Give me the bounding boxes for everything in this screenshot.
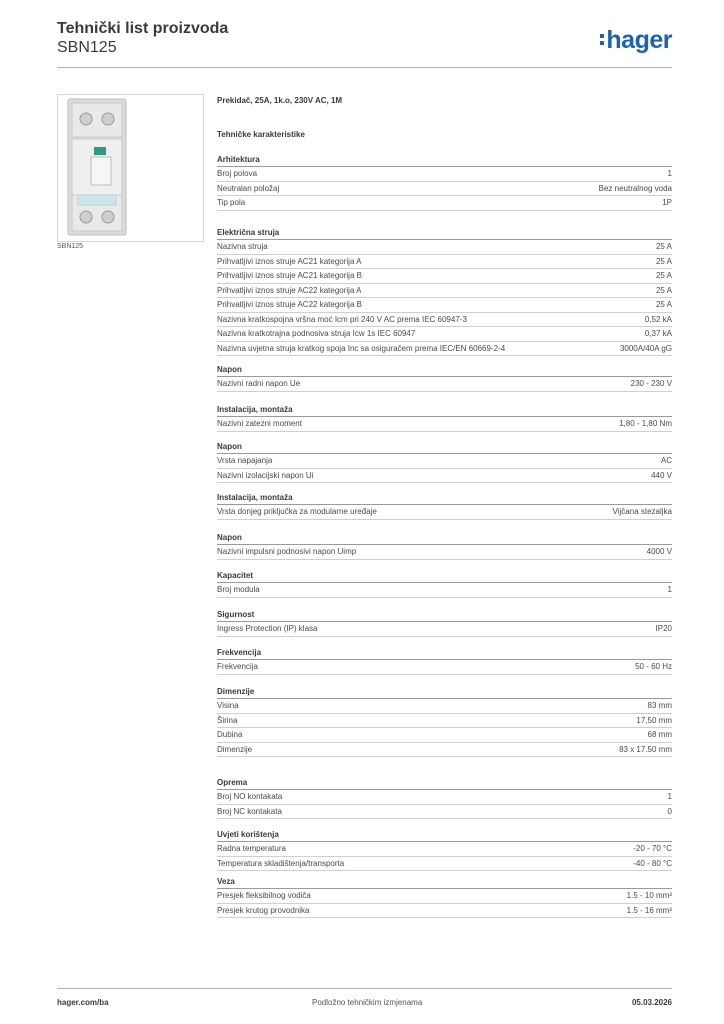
spec-label: Radna temperatura	[217, 844, 286, 853]
spec-label: Nazivna struja	[217, 242, 268, 251]
spec-group	[217, 876, 672, 918]
spec-row	[217, 842, 672, 857]
spec-label: Nazivna kratkospojna vršna moć Icm pri 240 V AC prema IEC 60947-3	[217, 314, 467, 324]
logo-text: hager	[606, 26, 672, 54]
spec-row	[217, 327, 672, 342]
spec-value: 1P	[662, 198, 672, 207]
spec-value: 230 - 230 V	[630, 379, 672, 388]
spec-row	[217, 377, 672, 392]
spec-group	[217, 364, 672, 392]
spec-label: Prihvatljivi iznos struje AC22 kategorija B	[217, 300, 362, 309]
spec-row	[217, 743, 672, 758]
spec-row	[217, 904, 672, 919]
spec-row	[217, 182, 672, 197]
spec-row	[217, 469, 672, 484]
spec-value: 440 V	[651, 470, 672, 480]
spec-value: 83 x 17.50 mm	[619, 744, 672, 754]
spec-group-title: Uvjeti korištenja	[217, 829, 672, 842]
spec-label: Broj polova	[217, 169, 258, 178]
spec-row	[217, 342, 672, 357]
spec-label: Presjek fleksibilnog vodiča	[217, 891, 311, 900]
spec-value: AC	[660, 456, 672, 465]
spec-label: Vrsta donjeg priključka za modularne uređaje	[217, 507, 377, 516]
spec-label: Nazivni zatezni moment	[217, 419, 302, 428]
spec-row	[217, 790, 672, 805]
spec-value: 1.5 - 10 mm²	[626, 891, 672, 900]
spec-value: 17,50 mm	[636, 715, 672, 725]
spec-label: Nazivni impulsni podnosivi napon Uimp	[217, 547, 357, 556]
spec-group-title: Dimenzije	[217, 686, 672, 699]
spec-row	[217, 699, 672, 714]
spec-value: -40 - 80 °C	[633, 858, 672, 868]
spec-row	[217, 298, 672, 313]
product-image	[57, 94, 204, 242]
spec-value: 25 A	[655, 285, 672, 295]
header-divider	[57, 67, 672, 68]
document-title: Tehnički list proizvoda	[57, 20, 229, 37]
spec-label: Broj NO kontakata	[217, 792, 283, 801]
spec-label: Dimenzije	[217, 744, 253, 754]
spec-label: Nazivni radni napon Ue	[217, 379, 301, 388]
footer-divider	[57, 988, 672, 989]
spec-group-title: Veza	[217, 876, 672, 889]
section-title: Tehničke karakteristike	[217, 130, 305, 139]
spec-group	[217, 532, 672, 560]
spec-group-title: Sigurnost	[217, 609, 672, 622]
spec-value: 0	[667, 806, 672, 816]
spec-group	[217, 441, 672, 483]
spec-group	[217, 570, 672, 598]
spec-value: Bez neutralnog voda	[598, 183, 672, 193]
logo-dots-icon	[600, 31, 604, 48]
spec-group	[217, 492, 672, 520]
spec-value: 25 A	[655, 242, 672, 251]
spec-label: Temperatura skladištenja/transporta	[217, 858, 345, 868]
spec-value: 83 mm	[647, 701, 672, 710]
spec-group-title: Napon	[217, 441, 672, 454]
spec-group-title: Arhitektura	[217, 154, 672, 167]
spec-value: IP20	[655, 624, 672, 633]
spec-label: Visina	[217, 701, 239, 710]
spec-label: Frekvencija	[217, 662, 258, 671]
spec-label: Prihvatljivi iznos struje AC21 kategorija B	[217, 271, 362, 280]
spec-group	[217, 829, 672, 871]
page-header	[57, 20, 672, 70]
spec-value: Vijčana stezaljka	[612, 507, 672, 516]
spec-value: 25 A	[655, 256, 672, 266]
spec-group-title: Instalacija, montaža	[217, 404, 672, 417]
circuit-breaker-illustration	[58, 95, 203, 241]
spec-label: Nazivna uvjetna struja kratkog spoja Inc sa osiguračem prema IEC/EN 60669-2-4	[217, 343, 506, 353]
spec-row	[217, 714, 672, 729]
spec-group	[217, 404, 672, 432]
spec-group-title: Instalacija, montaža	[217, 492, 672, 505]
spec-value: 50 - 60 Hz	[635, 662, 672, 671]
spec-value: 3000A/40A gG	[619, 343, 672, 353]
spec-row	[217, 583, 672, 598]
spec-value: 25 A	[655, 300, 672, 309]
spec-row	[217, 454, 672, 469]
spec-label: Ingress Protection (IP) klasa	[217, 624, 318, 633]
footer-note: Podložno tehničkim izmjenama	[312, 998, 423, 1007]
footer-date: 05.03.2026	[631, 998, 672, 1007]
spec-label: Prihvatljivi iznos struje AC22 kategorija A	[217, 285, 362, 295]
spec-value: 1	[667, 169, 672, 178]
product-code: SBN125	[57, 39, 117, 56]
spec-row	[217, 196, 672, 211]
spec-label: Dubina	[217, 730, 243, 739]
spec-group-title: Oprema	[217, 777, 672, 790]
spec-value: 1	[667, 792, 672, 801]
spec-value: 4000 V	[646, 547, 672, 556]
spec-row	[217, 805, 672, 820]
spec-row	[217, 284, 672, 299]
spec-group-title: Frekvencija	[217, 647, 672, 660]
spec-row	[217, 240, 672, 255]
spec-label: Neutralan položaj	[217, 183, 280, 193]
spec-row	[217, 889, 672, 904]
spec-row	[217, 167, 672, 182]
spec-label: Prihvatljivi iznos struje AC21 kategorija A	[217, 256, 362, 266]
spec-group	[217, 777, 672, 819]
spec-group-title: Kapacitet	[217, 570, 672, 583]
spec-row	[217, 545, 672, 560]
spec-row	[217, 622, 672, 637]
spec-value: 1	[667, 585, 672, 594]
footer-website: hager.com/ba	[57, 998, 109, 1007]
spec-row	[217, 728, 672, 743]
spec-group	[217, 647, 672, 675]
spec-value: 0,37 kA	[644, 329, 672, 338]
spec-group-title: Električna struja	[217, 227, 672, 240]
spec-value: -20 - 70 °C	[633, 844, 672, 853]
spec-value: 25 A	[655, 271, 672, 280]
spec-row	[217, 313, 672, 328]
spec-label: Tip pola	[217, 198, 246, 207]
spec-row	[217, 660, 672, 675]
spec-value: 1.5 - 16 mm²	[626, 905, 672, 915]
image-caption: SBN125	[57, 243, 84, 250]
spec-label: Broj NC kontakata	[217, 806, 282, 816]
spec-group	[217, 686, 672, 757]
spec-value: 1,80 - 1,80 Nm	[619, 419, 672, 428]
spec-label: Broj modula	[217, 585, 260, 594]
spec-row	[217, 269, 672, 284]
spec-label: Širina	[217, 715, 238, 725]
hager-logo	[600, 26, 672, 55]
spec-label: Nazivna kratkotrajna podnosiva struja Icw 1s IEC 60947	[217, 329, 416, 338]
spec-group-title: Napon	[217, 364, 672, 377]
spec-label: Presjek krutog provodnika	[217, 905, 310, 915]
spec-row	[217, 417, 672, 432]
spec-row	[217, 505, 672, 520]
product-description: Prekidač, 25A, 1k.o, 230V AC, 1M	[217, 96, 343, 105]
spec-value: 0,52 kA	[644, 314, 672, 324]
spec-group-title: Napon	[217, 532, 672, 545]
spec-group	[217, 227, 672, 356]
spec-label: Nazivni izolacijski napon Ui	[217, 470, 314, 480]
spec-row	[217, 857, 672, 872]
spec-group	[217, 154, 672, 211]
spec-value: 68 mm	[647, 730, 672, 739]
spec-row	[217, 255, 672, 270]
spec-group	[217, 609, 672, 637]
spec-label: Vrsta napajanja	[217, 456, 273, 465]
